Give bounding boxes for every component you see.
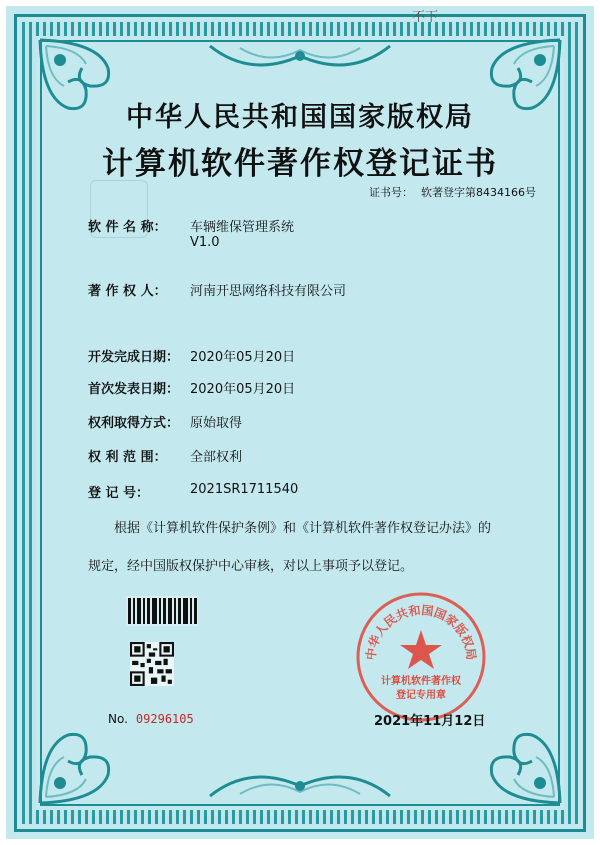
certificate-title: 计算机软件著作权登记证书 — [102, 146, 498, 182]
field-publish-date — [88, 378, 295, 397]
dev-date-value: 2020年05月20日 — [190, 350, 296, 365]
software-name-value: 车辆维保管理系统 — [190, 220, 295, 235]
seal-text-line-2: 登记专用章 — [396, 690, 446, 701]
field-scope — [88, 446, 242, 465]
seal-text-line-1: 计算机软件著作权 — [381, 676, 461, 687]
field-owner — [88, 280, 346, 299]
certificate-number — [369, 184, 536, 200]
corner-ornament — [38, 685, 158, 805]
registration-number-value: 2021SR1711540 — [190, 482, 299, 497]
official-red-seal — [354, 590, 488, 724]
field-label: 权利取得方式： — [88, 416, 180, 431]
statement-paragraph — [88, 510, 548, 586]
certificate-number-label: 证书号： — [369, 186, 413, 199]
acquire-value: 原始取得 — [190, 416, 243, 431]
statement-line-2: 规定，经中国版权保护中心审核，对以上事项予以登记。 — [88, 559, 414, 574]
field-label: 著 作 权 人： — [88, 284, 167, 299]
field-label: 登 记 号： — [88, 486, 150, 501]
field-label: 权 利 范 围： — [88, 450, 167, 465]
statement-line-1: 根据《计算机软件保护条例》和《计算机软件著作权登记办法》的 — [114, 521, 492, 536]
owner-value: 河南开思网络科技有限公司 — [190, 284, 347, 299]
qr-code — [130, 642, 174, 686]
field-acquire — [88, 412, 242, 431]
publish-date-value: 2020年05月20日 — [190, 382, 296, 397]
bottom-center-ornament — [200, 760, 400, 800]
issuer-title: 中华人民共和国国家版权局 — [126, 102, 474, 133]
serial-value: 09296105 — [135, 712, 194, 726]
field-label: 首次发表日期： — [88, 382, 180, 397]
field-label: 软 件 名 称： — [88, 220, 167, 235]
serial-label: No. — [108, 712, 128, 726]
field-dev-date — [88, 346, 295, 365]
top-center-ornament — [200, 42, 400, 82]
seal-ring-text: 中华人民共和国国家版权局 — [363, 603, 479, 661]
field-registration-number — [88, 482, 298, 501]
barcode — [126, 596, 198, 626]
scope-value: 全部权利 — [190, 450, 243, 465]
serial-number — [108, 712, 194, 726]
field-software-name — [88, 216, 294, 250]
handwritten-mark: 不下 — [412, 10, 439, 25]
field-label: 开发完成日期： — [88, 350, 180, 365]
certificate-number-value: 软著登字第8434166号 — [421, 186, 536, 199]
issue-date: 2021年11月12日 — [374, 714, 486, 729]
software-version-value: V1.0 — [190, 235, 220, 250]
